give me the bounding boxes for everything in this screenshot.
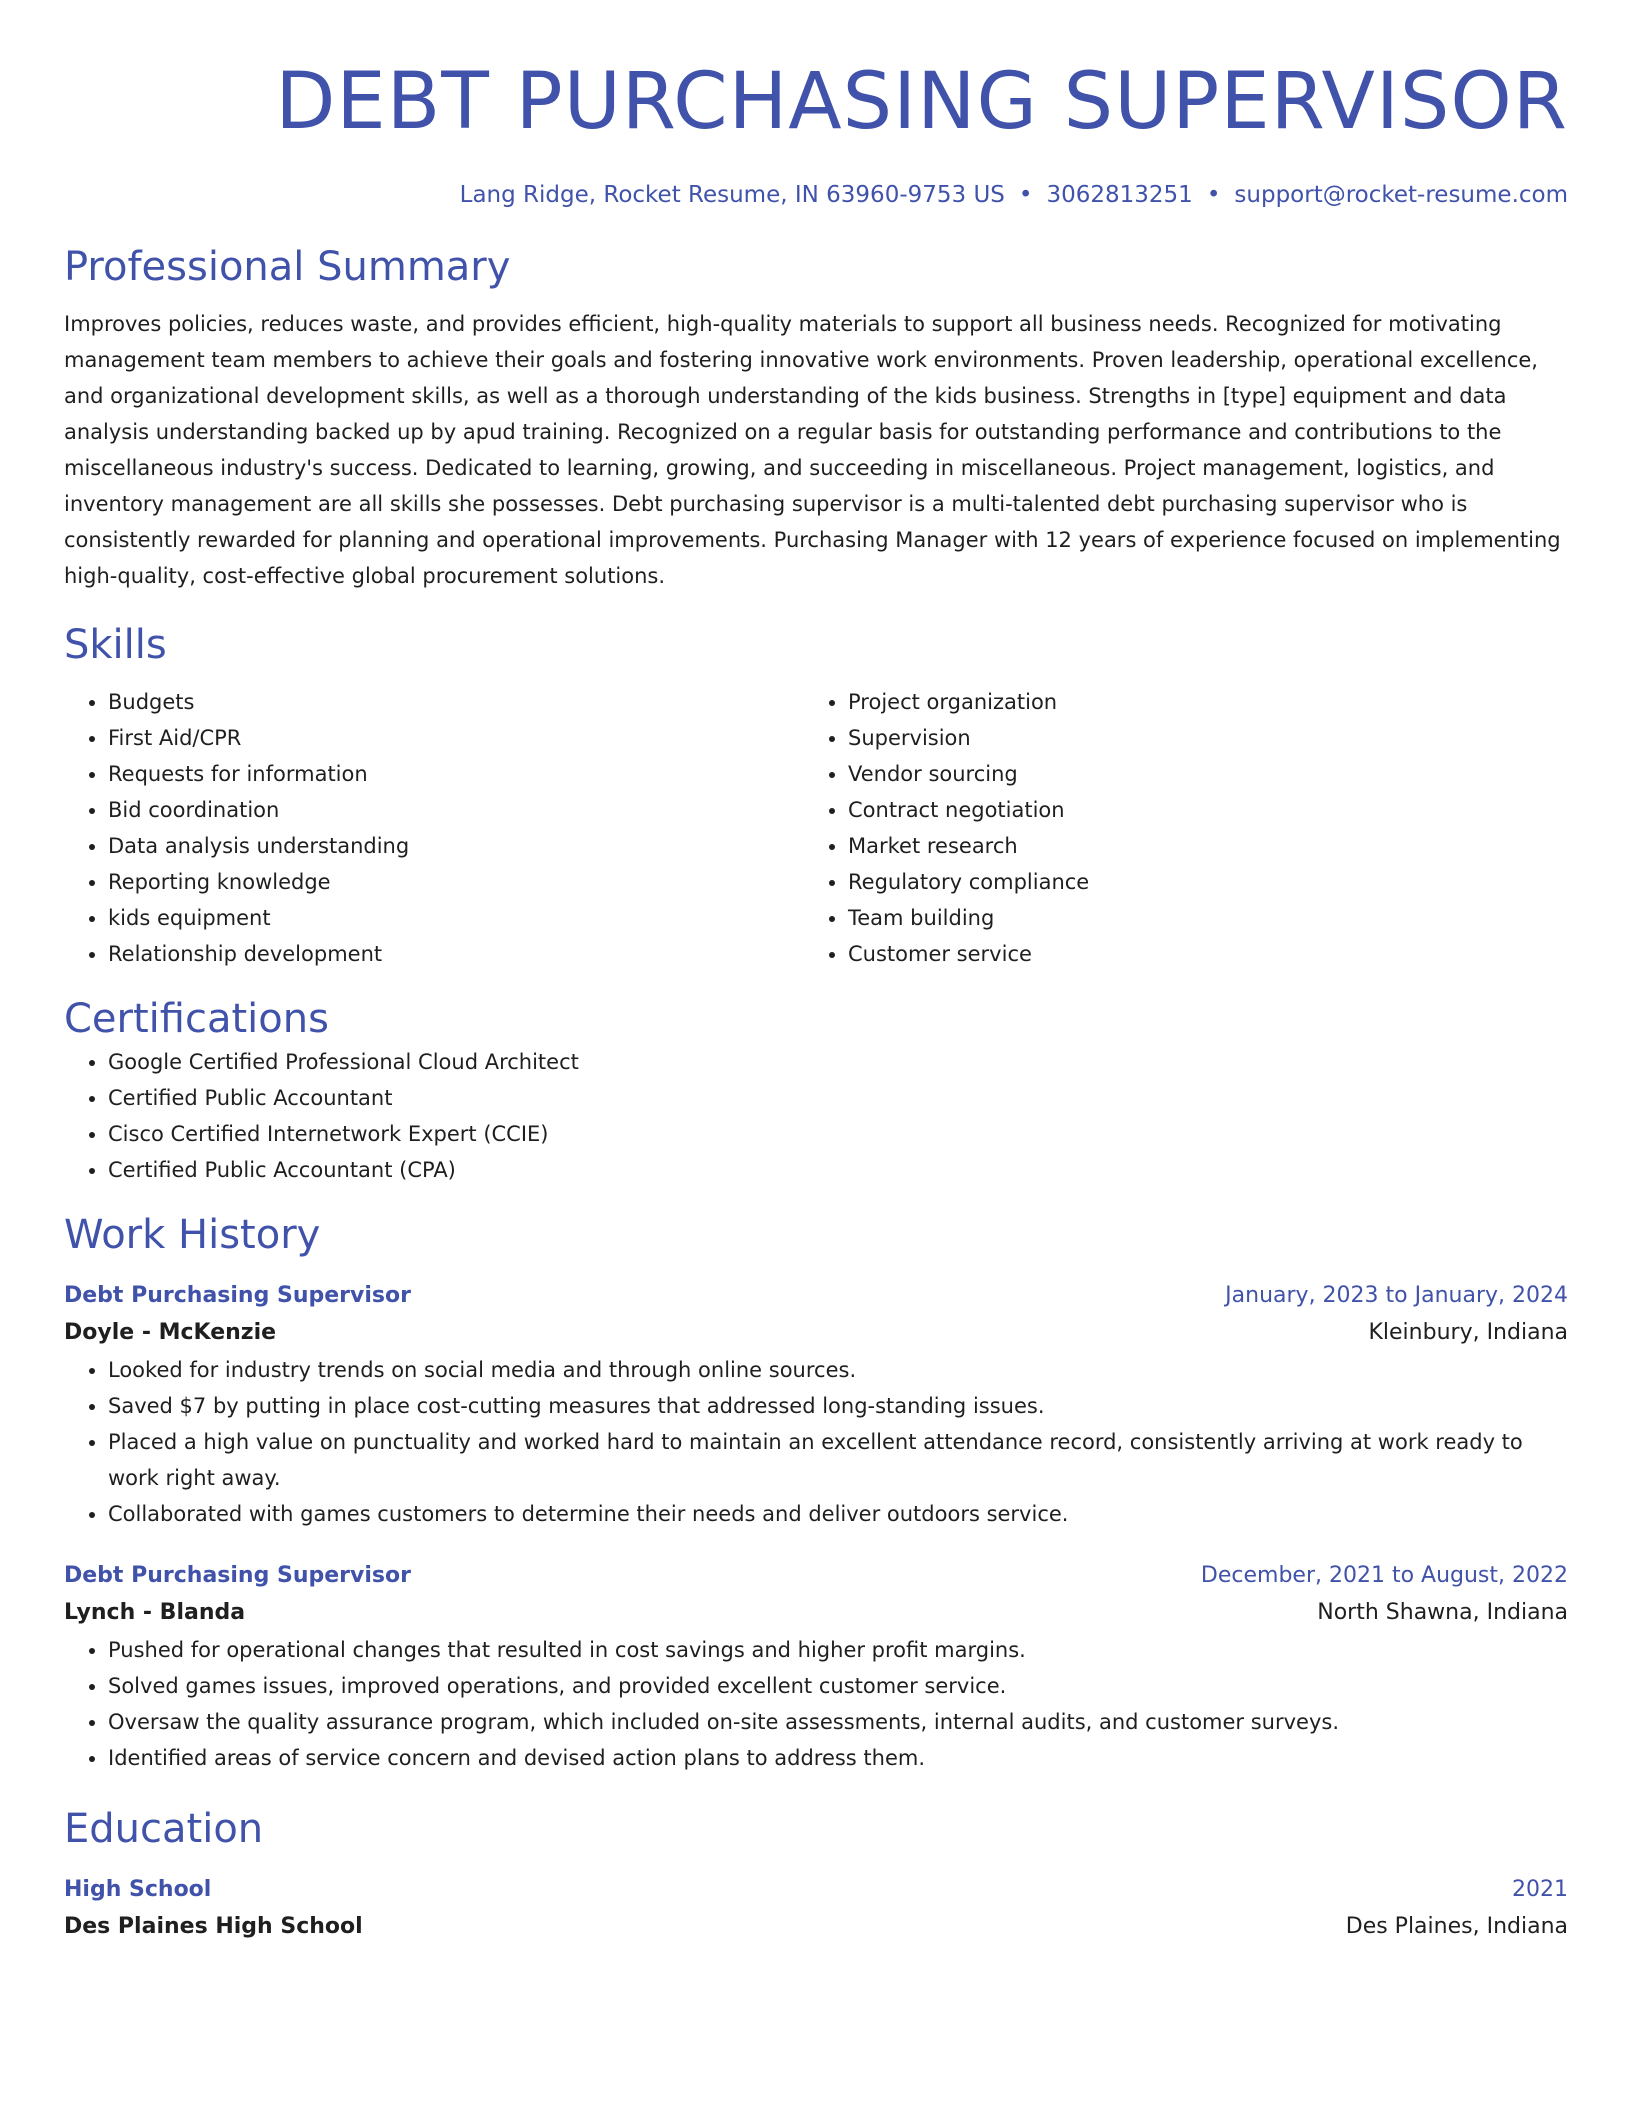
skills-grid [64, 684, 1568, 972]
job-location: North Shawna, Indiana [1317, 1600, 1568, 1625]
job-bullet: • Pushed for operational changes that resulted in cost savings and higher profit margins. [108, 1632, 1568, 1668]
job-company: Doyle - McKenzie [64, 1320, 277, 1345]
contact-phone: 3062813251 [1046, 182, 1193, 208]
education-year: 2021 [1512, 1877, 1568, 1902]
skill-item: • kids equipment [108, 900, 804, 936]
certification-item: • Google Certified Professional Cloud Architect [108, 1044, 1568, 1080]
job-header-row [64, 1558, 1568, 1594]
education-degree: High School [64, 1877, 212, 1902]
skill-item: • Project organization [848, 684, 1544, 720]
job-dates: January, 2023 to January, 2024 [1225, 1283, 1568, 1308]
job-bullet: • Solved games issues, improved operations, and provided excellent customer service. [108, 1668, 1568, 1704]
skills-list-left [64, 684, 804, 972]
section-title-skills: Skills [64, 622, 167, 668]
certification-item: • Certified Public Accountant [108, 1080, 1568, 1116]
certifications-section [64, 994, 1568, 1188]
summary-text: Improves policies, reduces waste, and provides efficient, high-quality materials to support all business needs. Recognized for motivating management team members to achieve their goals and fostering innovative work environments. Proven leadership, operational excellence, and organizational development skills, as well as a thorough understanding of the kids business. Strengths in [type] equipment and data analysis understanding backed up by apud training. Recognized on a regular basis for outstanding performance and contributions to the miscellaneous industry's success. Dedicated to learning, growing, and succeeding in miscellaneous. Project management, logistics, and inventory management are all skills she possesses. Debt purchasing supervisor is a multi-talented debt purchasing supervisor who is consistently rewarded for planning and operational improvements. Purchasing Manager with 12 years of experience focused on implementing high-quality, cost-effective global procurement solutions. [64, 312, 1561, 588]
skill-item: • Market research [848, 828, 1544, 864]
section-title-education: Education [64, 1806, 264, 1852]
education-school: Des Plaines High School [64, 1914, 363, 1939]
section-title-summary: Professional Summary [64, 244, 511, 290]
job-bullet: • Oversaw the quality assurance program, which included on-site assessments, internal audits, and customer surveys. [108, 1704, 1568, 1740]
education-header-row [64, 1872, 1568, 1908]
skills-list-right [804, 684, 1544, 972]
job-bullet: • Placed a high value on punctuality and worked hard to maintain an excellent attendance record, consistently arriving at work ready to work right away. [108, 1424, 1568, 1496]
education-school-row [64, 1908, 1568, 1946]
skill-item: • Relationship development [108, 936, 804, 972]
job-header-row [64, 1278, 1568, 1314]
skill-item: • Vendor sourcing [848, 756, 1544, 792]
skill-item: • Customer service [848, 936, 1544, 972]
skill-item: • Data analysis understanding [108, 828, 804, 864]
job-bullet: • Identified areas of service concern and devised action plans to address them. [108, 1740, 1568, 1776]
certifications-list [64, 1044, 1568, 1188]
skill-item: • First Aid/CPR [108, 720, 804, 756]
skills-section [64, 620, 1568, 972]
education-entry [64, 1872, 1568, 1946]
job-dates: December, 2021 to August, 2022 [1200, 1563, 1568, 1588]
education-location: Des Plaines, Indiana [1345, 1914, 1568, 1939]
job-title: Debt Purchasing Supervisor [64, 1563, 411, 1588]
job-title: Debt Purchasing Supervisor [64, 1283, 411, 1308]
certification-item: • Cisco Certified Internetwork Expert (CCIE) [108, 1116, 1568, 1152]
job-entry [64, 1278, 1568, 1532]
job-company: Lynch - Blanda [64, 1600, 246, 1625]
contact-separator: • [1206, 182, 1221, 208]
skill-item: • Supervision [848, 720, 1544, 756]
contact-separator: • [1018, 182, 1033, 208]
skill-item: • Bid coordination [108, 792, 804, 828]
skills-column-left [64, 684, 804, 972]
job-bullet: • Collaborated with games customers to determine their needs and deliver outdoors service. [108, 1496, 1568, 1532]
skill-item: • Requests for information [108, 756, 804, 792]
job-entry [64, 1558, 1568, 1776]
job-employer-row [64, 1594, 1568, 1632]
contact-line [64, 180, 1568, 210]
candidate-name: DEBT PURCHASING SUPERVISOR [275, 57, 1568, 147]
professional-summary-section [64, 242, 1568, 594]
contact-email: support@rocket-resume.com [1234, 182, 1568, 208]
skills-column-right [804, 684, 1544, 972]
work-history-section [64, 1210, 1568, 1776]
skill-item: • Regulatory compliance [848, 864, 1544, 900]
job-bullets [64, 1352, 1568, 1532]
job-location: Kleinbury, Indiana [1368, 1320, 1568, 1345]
contact-address: Lang Ridge, Rocket Resume, IN 63960-9753 US [459, 182, 1005, 208]
skill-item: • Reporting knowledge [108, 864, 804, 900]
education-section [64, 1804, 1568, 1946]
skill-item: • Contract negotiation [848, 792, 1544, 828]
section-title-work-history: Work History [64, 1212, 321, 1258]
job-bullet: • Looked for industry trends on social media and through online sources. [108, 1352, 1568, 1388]
job-bullet: • Saved $7 by putting in place cost-cutting measures that addressed long-standing issues. [108, 1388, 1568, 1424]
skill-item: • Budgets [108, 684, 804, 720]
job-bullets [64, 1632, 1568, 1776]
job-employer-row [64, 1314, 1568, 1352]
certification-item: • Certified Public Accountant (CPA) [108, 1152, 1568, 1188]
section-title-certifications: Certifications [64, 996, 329, 1042]
skill-item: • Team building [848, 900, 1544, 936]
